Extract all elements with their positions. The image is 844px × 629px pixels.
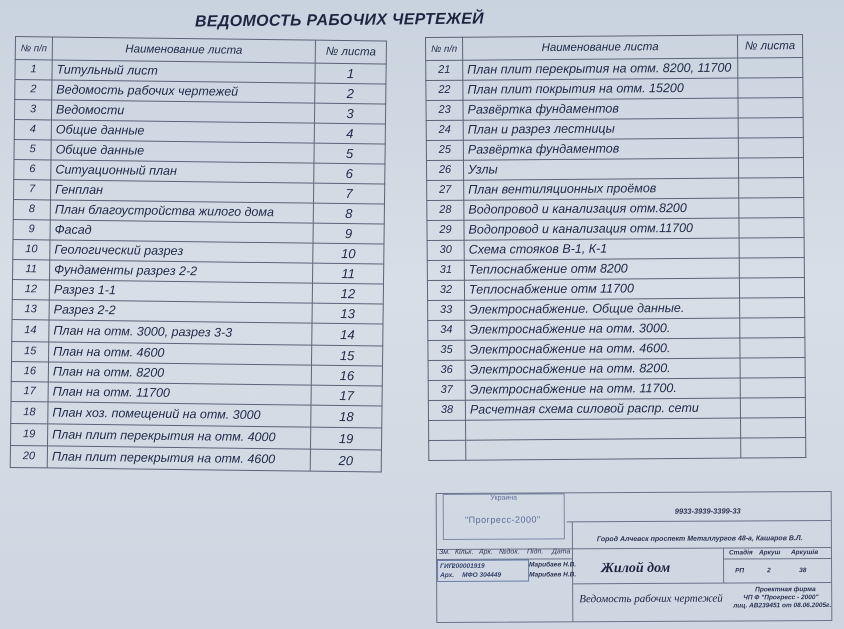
row-sheet: 16 — [311, 365, 382, 386]
row-num: 3 — [14, 100, 51, 120]
header-name: Наименование листа — [52, 37, 315, 63]
header-name: Наименование листа — [463, 35, 738, 60]
row-num: 17 — [11, 381, 48, 401]
col-kilk: Кільк. — [454, 548, 474, 556]
row-num: 35 — [428, 340, 465, 360]
gip-value: 200001919 — [452, 562, 485, 570]
row-name: Фундаменты разрез 2-2 — [50, 260, 313, 283]
row-sheet — [740, 378, 805, 399]
row-num: 26 — [426, 160, 463, 180]
row-name: Общие данные — [51, 140, 314, 163]
firm-line-3: лиц. АВ239451 от 08.06.2005г. — [733, 601, 832, 610]
row-sheet — [741, 438, 806, 459]
row-name: План благоустройства жилого дома — [50, 200, 313, 223]
row-name: Электроснабжение. Общие данные. — [465, 298, 740, 320]
stage-header: Стадія — [728, 549, 753, 557]
row-num: 37 — [428, 380, 465, 400]
row-sheet — [738, 138, 803, 159]
row-sheet — [739, 238, 804, 259]
row-sheet: 1 — [315, 63, 386, 84]
row-num: 32 — [427, 280, 464, 300]
row-num: 28 — [427, 200, 464, 220]
row-name: Водопровод и канализация отм.11700 — [464, 218, 739, 240]
row-name — [466, 438, 741, 460]
row-sheet — [739, 278, 804, 299]
row-sheet — [739, 218, 804, 239]
row-num: 31 — [427, 260, 464, 280]
table-row — [10, 445, 381, 472]
row-name: Разрез 1-1 — [49, 280, 312, 303]
object-name: Жилой дом — [601, 560, 671, 577]
row-sheet: 3 — [314, 103, 385, 124]
firm-line-2: ЧП Ф "Прогресс - 2000" — [743, 594, 819, 602]
row-name: План на отм. 3000, разрез 3-3 — [49, 320, 312, 345]
arch-value: МФО 304449 — [462, 571, 502, 579]
row-num: 36 — [428, 360, 465, 380]
row-name: План плит покрытия на отм. 15200 — [463, 78, 738, 100]
row-name: Электроснабжение на отм. 8200. — [465, 358, 740, 380]
row-num: 2 — [15, 80, 52, 100]
table-header-row — [426, 35, 803, 61]
table-row — [429, 438, 806, 461]
row-num: 21 — [426, 60, 463, 80]
row-sheet: 5 — [314, 143, 385, 164]
row-name: План плит перекрытия на отм. 4600 — [47, 446, 310, 471]
row-num: 38 — [428, 400, 465, 420]
row-name: План на отм. 4600 — [49, 342, 312, 365]
approval-stamp — [443, 493, 565, 540]
row-sheet: 4 — [314, 123, 385, 144]
row-num: 5 — [14, 139, 51, 159]
row-sheet — [740, 318, 805, 339]
row-name: Теплоснабжение отм 8200 — [464, 258, 739, 280]
row-num: 9 — [13, 219, 50, 239]
title-block — [436, 491, 833, 623]
row-sheet — [739, 258, 804, 279]
row-sheet — [739, 178, 804, 199]
row-sheet: 15 — [312, 345, 383, 366]
row-num: 11 — [13, 259, 50, 279]
signer-2: Марибаев Н.В. — [529, 571, 577, 579]
sheet-name: Ведомость рабочих чертежей — [579, 592, 723, 606]
row-num: 13 — [12, 299, 49, 319]
row-sheet — [738, 118, 803, 139]
row-name: Схема стояков В-1, К-1 — [464, 238, 739, 260]
approval-top: Украина — [490, 494, 518, 502]
row-sheet: 7 — [313, 183, 384, 204]
gip-label: ГИП — [440, 562, 454, 571]
col-pidp: Підп. — [526, 548, 544, 556]
row-name: План и разрез лестницы — [463, 118, 738, 140]
row-num — [429, 420, 466, 440]
row-name: Электроснабжение на отм. 4600. — [465, 338, 740, 360]
firm-line-1: Проектная фирма — [755, 586, 816, 594]
sheet-value: 2 — [767, 567, 771, 575]
row-sheet: 9 — [313, 223, 384, 244]
drawings-table-left — [10, 36, 387, 473]
row-sheet — [738, 98, 803, 119]
row-sheet: 8 — [313, 203, 384, 224]
row-sheet: 11 — [313, 263, 384, 284]
row-sheet — [741, 418, 806, 439]
sheets-value: 38 — [799, 567, 807, 575]
header-num: № п/п — [426, 37, 463, 60]
row-num: 22 — [426, 80, 463, 100]
stage-value: РП — [735, 567, 745, 575]
row-sheet — [740, 338, 805, 359]
row-num: 12 — [12, 279, 49, 299]
col-ndoc: №док. — [498, 548, 520, 556]
row-sheet: 10 — [313, 243, 384, 264]
row-sheet: 14 — [312, 323, 383, 346]
row-num: 4 — [14, 119, 51, 139]
row-name: Теплоснабжение отм 11700 — [464, 278, 739, 300]
row-name: Генплан — [50, 180, 313, 203]
row-sheet: 17 — [311, 385, 382, 406]
signature-stamp — [437, 560, 529, 582]
sheet-header: Аркуш — [758, 549, 781, 557]
row-num: 6 — [14, 159, 51, 179]
row-num — [429, 440, 466, 460]
row-num: 30 — [427, 240, 464, 260]
row-name: План плит перекрытия на отм. 4000 — [47, 424, 310, 449]
row-num: 8 — [13, 199, 50, 219]
row-name: План вентиляционных проёмов — [464, 178, 739, 200]
row-name: Титульный лист — [52, 60, 315, 83]
row-name: План плит перекрытия на отм. 8200, 11700 — [463, 58, 738, 80]
row-name: Общие данные — [51, 120, 314, 143]
row-num: 29 — [427, 220, 464, 240]
row-num: 33 — [428, 300, 465, 320]
row-name: Ведомость рабочих чертежей — [52, 80, 315, 103]
row-num: 24 — [426, 120, 463, 140]
row-num: 14 — [12, 319, 49, 341]
arch-label: Арх. — [440, 571, 455, 580]
row-sheet — [738, 158, 803, 179]
row-sheet — [738, 58, 803, 79]
row-sheet — [740, 398, 805, 419]
header-sheet: № листа — [315, 40, 386, 64]
row-num: 10 — [13, 239, 50, 259]
row-sheet — [740, 358, 805, 379]
row-num: 19 — [10, 423, 47, 445]
row-name: Геологический разрез — [50, 240, 313, 263]
row-name: Разрез 2-2 — [49, 300, 312, 323]
row-num: 34 — [428, 320, 465, 340]
row-name: Водопровод и канализация отм.8200 — [464, 198, 739, 220]
row-name: Фасад — [50, 220, 313, 243]
row-sheet: 6 — [314, 163, 385, 184]
row-sheet — [740, 298, 805, 319]
row-num: 1 — [15, 60, 52, 80]
document-title: ВЕДОМОСТЬ РАБОЧИХ ЧЕРТЕЖЕЙ — [194, 10, 485, 31]
approval-company: "Прогресс-2000" — [464, 514, 541, 525]
row-num: 16 — [11, 361, 48, 381]
row-name: Электроснабжение на отм. 11700. — [465, 378, 740, 400]
row-name: Электроснабжение на отм. 3000. — [465, 318, 740, 340]
row-name: Развёртка фундаментов — [463, 98, 738, 120]
row-sheet: 13 — [312, 303, 383, 324]
header-num: № п/п — [15, 37, 52, 60]
drawings-table-right — [425, 34, 806, 461]
row-sheet: 12 — [312, 283, 383, 304]
row-num: 25 — [426, 140, 463, 160]
signer-1: Марибаев Н.В. — [529, 561, 577, 569]
row-sheet — [738, 78, 803, 99]
row-num: 20 — [10, 445, 47, 467]
row-sheet: 20 — [310, 449, 381, 472]
row-num: 15 — [12, 341, 49, 361]
row-name: Развёртка фундаментов — [463, 138, 738, 160]
sheets-header: Аркушів — [790, 549, 819, 557]
row-sheet — [739, 198, 804, 219]
row-name: План хоз. помещений на отм. 3000 — [48, 402, 311, 427]
row-name: Узлы — [463, 158, 738, 180]
col-ark: Арк. — [478, 548, 493, 556]
row-name: План на отм. 11700 — [48, 382, 311, 405]
row-num: 18 — [11, 401, 48, 423]
col-data: Дата — [551, 548, 571, 556]
row-sheet: 19 — [310, 427, 381, 450]
row-sheet: 2 — [315, 83, 386, 104]
row-num: 7 — [14, 179, 51, 199]
row-name — [466, 418, 741, 440]
col-zm: Зм. — [438, 548, 451, 557]
project-address: Город Алчевск проспект Металлургов 48-а, Кашаров В.Л. — [596, 535, 803, 544]
row-sheet: 18 — [311, 405, 382, 428]
row-num: 23 — [426, 100, 463, 120]
project-code: 9933-3939-3399-33 — [674, 506, 741, 516]
row-num: 27 — [427, 180, 464, 200]
row-name: Ситуационный план — [51, 160, 314, 183]
row-name: Расчетная схема силовой распр. сети — [465, 398, 740, 420]
row-name: Ведомости — [51, 100, 314, 123]
row-name: План на отм. 8200 — [48, 362, 311, 385]
header-sheet: № листа — [737, 35, 802, 59]
